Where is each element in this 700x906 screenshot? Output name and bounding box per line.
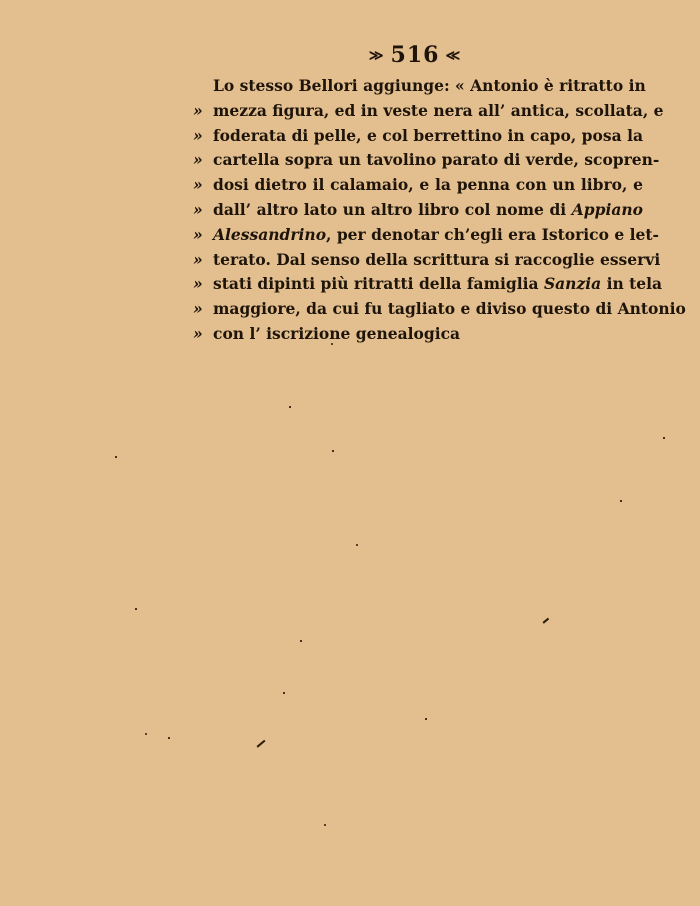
quote-marker: » xyxy=(193,150,203,170)
text-line xyxy=(193,297,686,322)
paper-speck xyxy=(331,343,333,345)
paper-speck xyxy=(425,718,427,720)
line-text: maggiore, da cui fu tagliato e diviso questo di Antonio xyxy=(213,299,686,319)
line-text-part: dall’ altro lato un altro libro col nome di xyxy=(213,199,572,219)
page-number: 516 xyxy=(390,42,440,68)
quote-marker: » xyxy=(193,199,203,219)
text-line xyxy=(193,198,643,223)
quote-marker: » xyxy=(193,100,203,120)
text-line xyxy=(193,99,664,124)
text-line xyxy=(193,148,660,173)
paper-speck xyxy=(332,450,334,452)
paper-speck xyxy=(620,500,622,502)
italic-name: Appiano xyxy=(571,199,643,219)
page-number-header xyxy=(0,42,700,68)
text-line xyxy=(193,248,661,273)
ornament-right: ≪ xyxy=(445,48,462,64)
italic-name: Alessandrino xyxy=(213,224,327,244)
text-line xyxy=(193,223,659,248)
paper-speck xyxy=(135,608,137,610)
paper-speck xyxy=(283,692,285,694)
paper-speck xyxy=(145,733,147,735)
paper-speck xyxy=(115,456,117,458)
paper-speck xyxy=(663,437,665,439)
line-text: terato. Dal senso della scrittura si raccoglie esservi xyxy=(213,249,661,269)
quote-marker: » xyxy=(193,323,203,343)
paper-mark xyxy=(257,740,266,748)
italic-name: Sanzia xyxy=(543,274,602,294)
line-text xyxy=(213,198,643,223)
line-text: Lo stesso Bellori aggiunge: « Antonio è ritratto in xyxy=(213,76,646,95)
quote-marker: » xyxy=(193,249,203,269)
paper-speck xyxy=(300,640,302,642)
paper-speck xyxy=(356,544,358,546)
paper-speck xyxy=(324,824,326,826)
text-line xyxy=(193,322,643,347)
line-text-part: in tela xyxy=(601,274,663,294)
paper-speck xyxy=(168,737,170,739)
line-text: mezza figura, ed in veste nera all’ antica, scollata, e xyxy=(213,100,664,120)
line-text: dosi dietro il calamaio, e la penna con un libro, e xyxy=(213,175,643,195)
quote-marker: » xyxy=(193,299,203,319)
body-text xyxy=(193,74,686,347)
quote-marker: » xyxy=(193,224,203,244)
line-text: cartella sopra un tavolino parato di verde, scopren- xyxy=(213,150,660,170)
quote-marker: » xyxy=(193,125,203,145)
paper-mark xyxy=(543,618,549,624)
line-text xyxy=(213,223,659,248)
paper-speck xyxy=(289,406,291,408)
quote-marker: » xyxy=(193,274,203,294)
line-text: con l’ iscrizione genealogica xyxy=(213,323,461,343)
ornament-left: ≫ xyxy=(368,48,385,64)
text-line xyxy=(193,173,643,198)
line-text: foderata di pelle, e col berrettino in capo, posa la xyxy=(213,125,643,145)
quote-marker: » xyxy=(193,175,203,195)
text-line xyxy=(193,272,663,297)
line-text-part: , per denotar ch’egli era Istorico e let- xyxy=(326,224,659,244)
text-line xyxy=(193,124,643,149)
line-text-part: stati dipinti più ritratti della famiglia xyxy=(213,274,544,294)
text-line xyxy=(193,74,646,99)
line-text xyxy=(213,272,663,297)
